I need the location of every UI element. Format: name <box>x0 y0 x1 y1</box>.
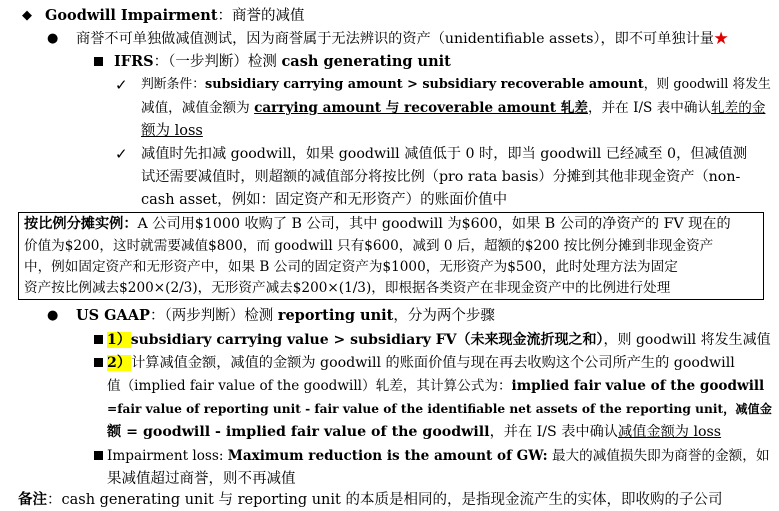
usgaap-label: US GAAP <box>76 307 150 324</box>
square-bullet-icon <box>94 329 103 351</box>
heading-label: Goodwill Impairment <box>45 7 218 24</box>
text-segment: ，则 goodwill 将发生减值 <box>603 332 771 348</box>
text-segment: 判断条件： <box>141 77 205 92</box>
text-segment: 中，例如固定资产和无形资产中，如果 B 公司的固定资产为$1000，无形资产为$500，此时处理方法为固定 <box>24 259 678 275</box>
step-2-line-2 <box>107 375 764 397</box>
text-segment: 计算减值金额，减值的金额为 goodwill 的账面价值与现在再去收购这个公司所产生的 goodwill <box>131 355 735 371</box>
square-bullet-icon <box>94 352 103 374</box>
step-3-line-1 <box>107 445 769 467</box>
example-line-4 <box>24 277 670 299</box>
step-1 <box>107 329 771 351</box>
text-segment: A 公司用$1000 收购了 B 公司，其中 goodwill 为$600，如果 B 公司的净资产的 FV 现在的 <box>137 216 731 232</box>
checkmark-icon: ✓ <box>115 76 128 94</box>
text-segment: ，并在 I/S 表中确认 <box>587 100 712 116</box>
ifrs-prorata-line-1 <box>141 143 747 165</box>
usgaap-heading <box>76 305 495 327</box>
underlined-text: 轧差的金 <box>711 100 766 116</box>
example-label: 按比例分摊实例： <box>24 216 138 232</box>
usgaap-bold-tail: reporting unit <box>277 307 394 324</box>
step-2-line-3 <box>107 398 772 420</box>
checkmark-icon: ✓ <box>115 145 128 163</box>
step-number-highlight: 1） <box>107 332 131 348</box>
text-segment: 资产按比例减去$200×(2/3)，无形资产减去$200×(1/3)，即根据各类资产在非现金资产中的比例进行处理 <box>24 280 671 296</box>
step-bold: subsidiary carrying value > subsidiary FV（未来现金流折现之和） <box>130 332 604 348</box>
underlined-text: 额为 loss <box>141 123 203 139</box>
bullet-unidentifiable <box>76 28 728 50</box>
star-icon: ★ <box>713 31 729 47</box>
ifrs-rest: ：（一步判断）检测 <box>153 54 282 70</box>
step-2-line-1 <box>107 352 735 374</box>
heading-rest: ：商誉的减值 <box>217 8 305 24</box>
text-segment: 价值为$200，这时就需要减值$800，而 goodwill 只有$600，减到 0 后，超额的$200 按比例分摊到非现金资产 <box>24 238 714 254</box>
ifrs-condition-line-2 <box>141 97 765 119</box>
text-segment: 最大的减值损失即为商誉的金额，如 <box>547 448 770 464</box>
ifrs-prorata-line-3 <box>141 189 507 211</box>
text-segment: ，并在 I/S 表中确认 <box>489 424 618 440</box>
round-bullet-icon: ● <box>47 308 59 323</box>
step-number-highlight: 2） <box>107 355 132 371</box>
text-segment: Impairment loss: <box>107 448 228 464</box>
bullet-text: 商誉不可单独做减值测试，因为商誉属于无法辨识的资产（unidentifiable assets），即不可单独计量 <box>76 31 714 47</box>
section-heading <box>45 5 305 27</box>
step-3-line-2 <box>107 468 296 490</box>
underlined-bold-text: carrying amount 与 recoverable amount 轧差 <box>254 100 588 116</box>
condition-bold: subsidiary carrying amount > subsidiary recoverable amount <box>204 77 644 92</box>
text-segment: 试还需要减值时，则超额的减值部分将按比例（pro rata basis）分摊到其他非现金资产（non- <box>141 169 741 185</box>
text-segment: 果减值超过商誉，则不再减值 <box>107 471 296 487</box>
text-segment: 减值时先扣减 goodwill，如果 goodwill 减值低于 0 时，即当 goodwill 已经减至 0，但减值测 <box>141 146 748 162</box>
formula-bold: =fair value of reporting unit - fair value of the identifiable net assets of the reporting unit，减值金 <box>107 402 772 416</box>
text-segment: 值（implied fair value of the goodwill）轧差，其计算公式为： <box>107 378 512 394</box>
square-bullet-icon <box>94 445 103 467</box>
ifrs-prorata-line-2 <box>141 166 740 188</box>
square-bullet-icon <box>94 51 103 73</box>
note-label: 备注 <box>18 491 47 508</box>
example-line-1 <box>24 213 731 235</box>
max-reduction-bold: Maximum reduction is the amount of GW: <box>227 448 548 464</box>
text-segment: ，则 goodwill 将发生 <box>643 77 771 92</box>
diamond-bullet-icon: ◆ <box>22 8 32 23</box>
text-segment: ：cash generating unit 与 reporting unit 的本质是相同的，是指现金流产生的实体，即收购的子公司 <box>47 492 723 508</box>
footnote <box>18 489 722 511</box>
example-line-2 <box>24 235 713 257</box>
ifrs-condition-line-1 <box>141 74 771 96</box>
ifrs-condition-line-3 <box>141 120 203 142</box>
text-segment: ，分为两个步骤 <box>393 308 495 324</box>
ifrs-label: IFRS <box>114 53 154 70</box>
ifrs-heading <box>114 51 451 73</box>
text-segment: 减值，减值金额为 <box>141 100 255 116</box>
text-segment: cash asset，例如：固定资产和无形资产）的账面价值中 <box>141 192 508 208</box>
formula-bold: 额 = goodwill - implied fair value of the goodwill <box>107 424 490 440</box>
ifrs-bold-tail: cash generating unit <box>281 53 451 70</box>
formula-bold: implied fair value of the goodwill <box>511 378 765 394</box>
example-line-3 <box>24 256 678 278</box>
underlined-text: 减值金额为 loss <box>618 424 722 440</box>
text-segment: ：（两步判断）检测 <box>149 308 278 324</box>
step-2-line-4 <box>107 421 721 443</box>
round-bullet-icon: ● <box>47 31 59 46</box>
